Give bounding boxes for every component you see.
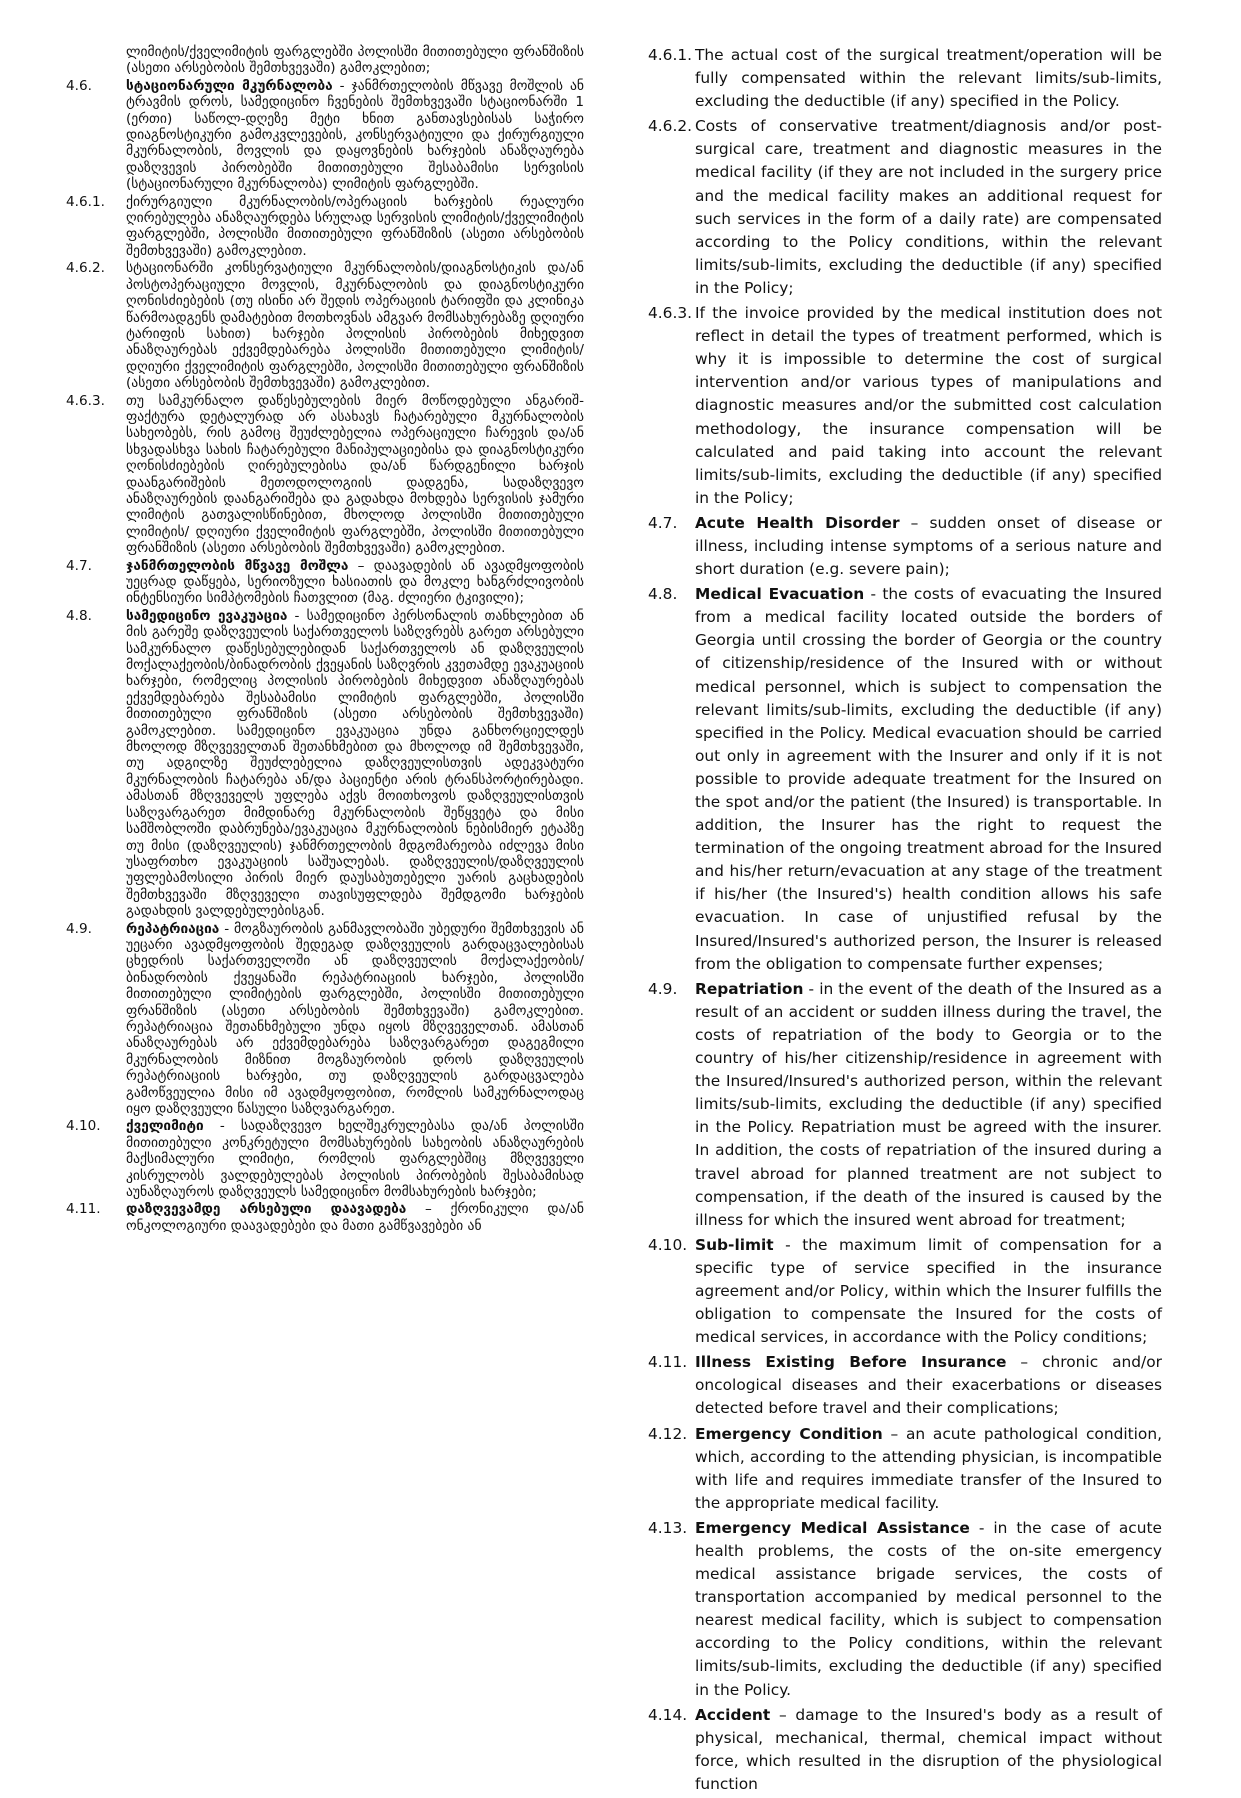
clause-text: - სადაზღვევო ხელშეკრულებასა და/ან პოლისში მითითებული კონკრეტული მომსახურების სახეობის ანაზღაურების მაქსიმალური ლიმიტი, რომლის ფარგლებშიც მზღვეველი კისრულობს ვალდებულებას პოლისის პირობების შესაბამისად აუნაზღაუროს დაზღვეულს სამედიცინო მომსახურების ხარჯები;	[126, 1118, 584, 1201]
clause-number: 4.6.	[66, 77, 92, 94]
clause-text: – damage to the Insured's body as a result of physical, mechanical, thermal, chemical impact without force, which resulted in the disruption of the physiological function	[695, 1705, 1162, 1793]
clause-number: 4.8.	[648, 585, 678, 604]
clause-number: 4.6.2.	[66, 260, 105, 277]
clause-body	[695, 115, 1162, 300]
clause-item	[66, 194, 584, 260]
clause-text: The actual cost of the surgical treatment/operation will be fully compensated within the relevant limits/sub-limits, excluding the deductible (if any) specified in the Policy.	[695, 46, 1162, 111]
clause-term: ქველიმიტი	[126, 1118, 204, 1135]
clause-text: – an acute pathological condition, which, according to the attending physician, is incompatible with life and requires immediate transfer of the Insured to the appropriate medical facility.	[695, 1424, 1162, 1512]
clause-number: 4.7.	[648, 513, 678, 532]
clause-item	[648, 1423, 1162, 1515]
clause-text: If the invoice provided by the medical institution does not reflect in detail the types of treatment performed, which is why it is impossible to determine the cost of surgical intervention and/or various types of manipulations and diagnostic measures and/or the submitted cost calculation methodology, the insurance compensation will be calculated and paid taking into account the relevant limits/sub-limits, excluding the deductible (if any) specified in the Policy;	[695, 304, 1162, 507]
clause-term: დაზღვევამდე არსებული დაავადება	[126, 1201, 407, 1218]
clause-item	[66, 921, 584, 1118]
clause-body	[695, 302, 1162, 510]
clause-item	[648, 978, 1162, 1232]
clause-item	[66, 558, 584, 607]
clause-term: Emergency Medical Assistance	[695, 1518, 970, 1537]
clause-text: – ქრონიკული და/ან ონკოლოგიური დაავადებები და მათი გამწვავებები ან	[126, 1201, 584, 1234]
clause-item	[648, 583, 1162, 976]
clause-text: - in the case of acute health problems, the costs of the on-site emergency medical assistance brigade services, the costs of transportation accompanied by medical personnel to the nearest medical facility, which is subject to compensation according to the Policy conditions, within the relevant limits/sub-limits, excluding the deductible (if any) specified in the Policy.	[695, 1518, 1162, 1699]
clause-item	[648, 302, 1162, 510]
clause-item	[66, 260, 584, 391]
clause-body	[126, 78, 584, 193]
clause-body	[126, 558, 584, 607]
clause-body	[126, 260, 584, 391]
clause-number: 4.6.3.	[648, 304, 693, 323]
clause-term: რეპატრიაცია	[126, 920, 220, 937]
clause-item	[648, 512, 1162, 581]
georgian-clause-list	[66, 78, 584, 1234]
clause-number: 4.10.	[648, 1235, 688, 1254]
clause-term: Medical Evacuation	[695, 585, 865, 604]
clause-item	[66, 393, 584, 557]
clause-body	[695, 1704, 1162, 1796]
clause-number: 4.6.1.	[66, 193, 105, 210]
clause-term: Repatriation	[695, 979, 804, 998]
clause-term: Illness Existing Before Insurance	[695, 1353, 1007, 1372]
clause-number: 4.11.	[648, 1353, 688, 1372]
clause-number: 4.6.1.	[648, 46, 693, 64]
clause-text: ქირურგიული მკურნალობის/ოპერაციის ხარჯების რეალური ღირებულება ანაზღაურდება სრულად სერვისის ლიმიტის/ქველიმიტის ფარგლებში, პოლისში მითითებული ფრანშიზის (ასეთი არსებობის შემთხვევაში) გამოკლებით.	[126, 193, 584, 259]
clause-item	[648, 1351, 1162, 1420]
clause-body	[695, 1234, 1162, 1349]
clause-item	[648, 44, 1162, 113]
georgian-column	[66, 44, 584, 1235]
clause-number: 4.8.	[66, 607, 92, 624]
clause-number: 4.6.2.	[648, 117, 693, 136]
english-clause-list	[648, 44, 1162, 1796]
clause-term: სტაციონარული მკურნალობა	[126, 77, 333, 94]
clause-number: 4.9.	[648, 979, 678, 998]
clause-body	[126, 608, 584, 920]
clause-body	[695, 1517, 1162, 1702]
clause-term: Sub-limit	[695, 1235, 774, 1254]
clause-body	[126, 393, 584, 557]
clause-text: – დაავადების ან ავადმყოფობის უეცრად დაწყება, სერიოზული ხასიათის და მოკლე ხანგრძლივობის ინტენსიური სიმპტომების ჩათვლით (მაგ. ძლიერი ტკივილი);	[126, 557, 584, 607]
clause-text: - სამედიცინო პერსონალის თანხლებით ან მის გარეშე დაზღვეულის საქართველოს საზღვრებს გარეთ არსებული სამკურნალო დაწესებულებიდან საქართველოს ან დაზღვეულის მოქალაქეობის/ბინადრობის ქვეყანის საზღვრის კვეთამდე ევაკუაციის ხარჯები, რომელიც პოლისის პირობების მიხედვით ანაზღაურებას ექვემდებარება შესაბამისი ლიმიტის ფარგლებში, პოლისში მითითებული ფრანშიზის (ასეთი არსებობის შემთხვევაში) გამოკლებით. სამედიცინო ევაკუაცია უნდა განხორციელდეს მხოლოდ მზღვეველთან შეთანხმებით და მხოლოდ იმ შემთხვევაში, თუ ადგილზე შეუძლებელია დაზღვეულისთვის ადეკვატური მკურნალობის ჩატარება ან/და პაციენტი არის ტრანსპორტირებადი. ამასთან მზღვეველს უფლება აქვს მოითხოვოს დაზღვეულისთვის საზღვარგარეთ მიმდინარე მკურნალობის შეწყვეტა და მისი სამშობლოში დაბრუნება/ევაკუაცია მკურნალობის ნებისმიერ ეტაპზე თუ მისი (დაზღვეულის) ჯანმრთელობის მდგომარეობა იძლევა მისი უსაფრთხო ევაკუაციის საშუალებას. დაზღვეულის/დაზღვეულის უფლებამოსილი პირის მიერ დაუსაბუთებელი უარის გაცხადების შემთხვევაში მზღვეველი თავისუფლდება შემდგომი ხარჯების გადახდის ვალდებულებისგან.	[126, 607, 584, 920]
clause-item	[66, 1118, 584, 1200]
clause-body	[126, 194, 584, 260]
clause-item	[66, 608, 584, 920]
clause-number: 4.12.	[648, 1424, 688, 1443]
clause-body	[695, 978, 1162, 1232]
clause-body	[695, 44, 1162, 113]
clause-continuation	[66, 44, 584, 77]
clause-text: – sudden onset of disease or illness, including intense symptoms of a serious nature and short duration (e.g. severe pain);	[695, 513, 1163, 579]
clause-text: ლიმიტის/ქველიმიტის ფარგლებში პოლისში მითითებული ფრანშიზის (ასეთი არსებობის შემთხვევაში) გამოკლებით;	[126, 44, 584, 77]
clause-body	[695, 583, 1162, 976]
clause-number: 4.13.	[648, 1518, 688, 1537]
clause-text: - ჯანმრთელობის მწვავე მოშლის ან ტრავმის დროს, სამედიცინო ჩვენების შემთხვევაში სტაციონარში 1 (ერთი) საწოლ-დღეზე მეტი ხნით განთავსებისას საჭირო დიაგნოსტიკური გამოკვლევების, კონსერვატიული და ქირურგიული მკურნალობის, მოვლის და დაყოვნების ხარჯების ანაზღაურება დაზღვევის პირობებში მითითებული შესაბამისი სერვისის (სტაციონარული მკურნალობა) ლიმიტის ფარგლებში.	[126, 77, 584, 193]
clause-number: 4.7.	[66, 557, 92, 574]
clause-body	[695, 512, 1162, 581]
clause-number: 4.9.	[66, 920, 92, 937]
clause-item	[66, 1201, 584, 1234]
clause-item	[648, 1517, 1162, 1702]
clause-body	[126, 1118, 584, 1200]
clause-term: Emergency Condition	[695, 1424, 883, 1443]
clause-number: 4.6.3.	[66, 392, 105, 409]
clause-text: - the costs of evacuating the Insured from a medical facility located outside the borders of Georgia until crossing the border of Georgia or the country of citizenship/residence of the Insured with or without medical personnel, which is subject to compensation the relevant limits/sub-limits, excluding the deductible (if any) specified in the Policy. Medical evacuation should be carried out only in agreement with the Insurer and only if it is not possible to provide adequate treatment for the Insured on the spot and/or the patient (the Insured) is transportable. In addition, the Insurer has the right to request the termination of the ongoing treatment abroad for the Insured and his/her return/evacuation at any stage of the treatment if his/her (the Insured's) health condition allows his safe evacuation. In case of unjustified refusal by the Insured/Insured's authorized person, the Insurer is released from the obligation to compensate further expenses;	[695, 585, 1162, 973]
clause-text: სტაციონარში კონსერვატიული მკურნალობის/დიაგნოსტიკის და/ან პოსტოპერაციული მოვლის, მკურნალობის და დიაგნოსტიკური ღონისძიებების (თუ ისინი არ შედის ოპერაციის ტარიფში და კლინიკა წარმოადგენს დამატებით მოთხოვნას ამგვარ მომსახურებაზე დღიური ტარიფის სახით) ხარჯები პოლისის პირობების მიხედვით ანაზღაურებას ექვემდებარება პოლისში მითითებული ლიმიტის/დღიური ქველიმიტის ფარგლებში, პოლისში მითითებული ფრანშიზის (ასეთი არსებობის შემთხვევაში) გამოკლებით.	[126, 260, 584, 392]
clause-text: თუ სამკურნალო დაწესებულების მიერ მოწოდებული ანგარიშ-ფაქტურა დეტალურად არ ასახავს ჩატარებული მკურნალობის სახეობებს, რის გამოც შეუძლებელია ოპერაციული ჩარევის და/ან სხვადასხვა სახის ჩატარებული მანიპულაციებისა და დიაგნოსტიკური ღონისძიებების ღირებულებისა და/ან წარდგენილი ხარჯის დაანგარიშების მეთოდოლოგიის დადგენა, სადაზღვევო ანაზღაურების დაანგარიშება და გადახდა მოხდება სერვისის ჯამური ლიმიტის გათვალისწინებით, მხოლოდ პოლისში მითითებული ლიმიტის/ დღიური ქველიმიტის ფარგლებში, პოლისში მითითებული ფრანშიზის (ასეთი არსებობის შემთხვევაში) გამოკლებით.	[126, 392, 584, 557]
clause-term: სამედიცინო ევაკუაცია	[126, 607, 288, 624]
english-column	[648, 44, 1162, 1798]
clause-item	[66, 78, 584, 193]
clause-text: - in the event of the death of the Insured as a result of an accident or sudden illness during the travel, the costs of repatriation of the body to Georgia or to the country of his/her citizenship/residence in agreement with the Insured/Insured's authorized person, within the relevant limits/sub-limits, excluding the deductible (if any) specified in the Policy. Repatriation must be agreed with the insurer. In addition, the costs of repatriation of the insured during a travel abroad for planned treatment are not subject to compensation, if the death of the insured is caused by the illness for which the insured went abroad for treatment;	[695, 979, 1162, 1229]
clause-item	[648, 115, 1162, 300]
clause-term: Accident	[695, 1705, 771, 1724]
clause-term: ჯანმრთელობის მწვავე მოშლა	[126, 557, 349, 574]
clause-number: 4.10.	[66, 1118, 101, 1135]
clause-text: – chronic and/or oncological diseases and their exacerbations or diseases detected before travel and their complications;	[695, 1353, 1162, 1418]
clause-item	[648, 1704, 1162, 1796]
clause-body	[695, 1423, 1162, 1515]
clause-text: - მოგზაურობის განმავლობაში უბედური შემთხვევის ან უეცარი ავადმყოფობის შედეგად დაზღვეულის გარდაცვალებისას ცხედრის საქართველოში ან დაზღვეულის მოქალაქეობის/ბინადრობის ქვეყანაში რეპატრიაციის ხარჯები, პოლისში მითითებული ლიმიტების ფარგლებში, პოლისში მითითებული ფრანშიზის (ასეთი არსებობის შემთხვევაში) გამოკლებით. რეპატრიაცია შეთანხმებული უნდა იყოს მზღვეველთან. ამასთან ანაზღაურებას არ ექვემდებარება საზღვარგარეთ დაგეგმილი მკურნალობის მიზნით მოგზაურობის დროს დაზღვეულის რეპატრიაციის ხარჯები, თუ დაზღვეულის გარდაცვალება გამოწვეულია მისი იმ ავადმყოფობით, რომლის სამკურნალოდაც იყო დაზღვეული წასული საზღვარგარეთ.	[126, 920, 584, 1117]
clause-item	[648, 1234, 1162, 1349]
clause-number: 4.14.	[648, 1705, 688, 1724]
clause-body	[126, 921, 584, 1118]
clause-text: Costs of conservative treatment/diagnosis and/or post-surgical care, treatment and diagnostic measures in the medical facility (if they are not included in the surgery price and the medical facility makes an additional request for such services in the form of a daily rate) are compensated according to the Policy conditions, within the relevant limits/sub-limits, excluding the deductible (if any) specified in the Policy;	[695, 117, 1162, 297]
clause-body	[695, 1351, 1162, 1420]
clause-body	[126, 1201, 584, 1234]
clause-term: Acute Health Disorder	[695, 513, 900, 532]
clause-number: 4.11.	[66, 1201, 101, 1218]
clause-text: - the maximum limit of compensation for a specific type of service specified in the insurance agreement and/or Policy, within which the Insurer fulfills the obligation to compensate the Insured for the costs of medical services, in accordance with the Policy conditions;	[695, 1235, 1162, 1347]
